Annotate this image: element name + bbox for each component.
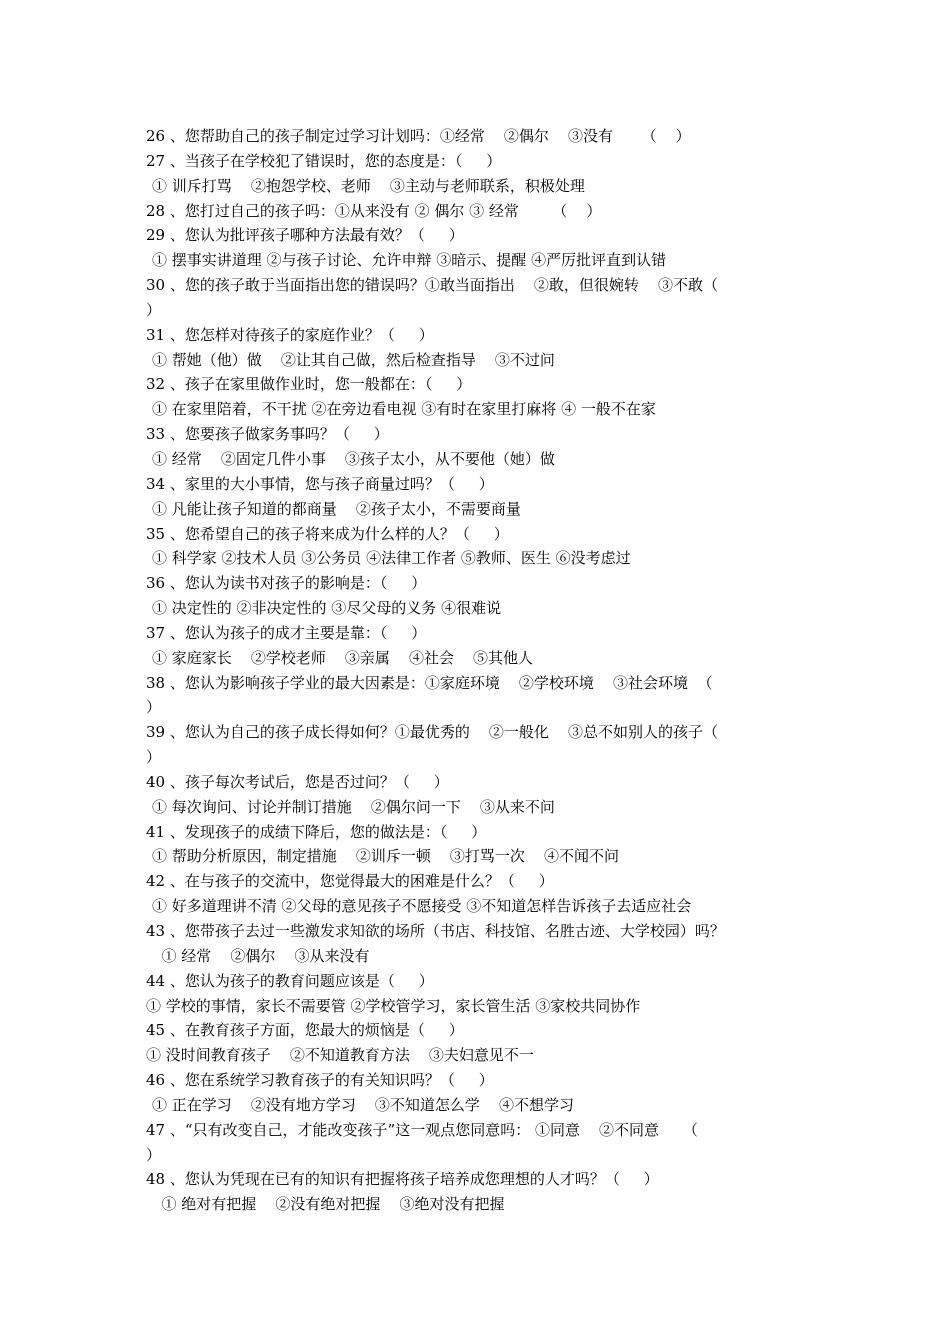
question-line: ① 没时间教育孩子 ②不知道教育方法 ③夫妇意见不一 — [146, 1046, 534, 1065]
question-line: ） — [146, 1145, 162, 1164]
answer-options-line: ① 帮助分析原因，制定措施 ②训斥一顿 ③打骂一次 ④不闻不问 — [152, 847, 619, 866]
question-line: 45 、在教育孩子方面，您最大的烦恼是（ ） — [146, 1021, 464, 1040]
question-line: ） — [146, 300, 162, 319]
question-line: 34 、家里的大小事情，您与孩子商量过吗？（ ） — [146, 474, 494, 493]
question-line: 36 、您认为读书对孩子的影响是：（ ） — [146, 574, 427, 593]
question-line: 48 、您认为凭现在已有的知识有把握将孩子培养成您理想的人才吗？（ ） — [146, 1170, 659, 1189]
answer-options-line: ① 经常 ②偶尔 ③从来没有 — [152, 946, 370, 965]
answer-options-line: ① 摆事实讲道理 ②与孩子讨论、允许申辩 ③暗示、提醒 ④严厉批评直到认错 — [152, 251, 667, 270]
question-line: ） — [146, 698, 162, 717]
question-line: ） — [146, 748, 162, 767]
question-line: 47 、“只有改变自己，才能改变孩子”这一观点您同意吗： ①同意 ②不同意 （ — [146, 1120, 698, 1139]
question-line: 30 、您的孩子敢于当面指出您的错误吗？①敢当面指出 ②敢，但很婉转 ③不敢（ — [146, 276, 719, 295]
answer-options-line: ① 科学家 ②技术人员 ③公务员 ④法律工作者 ⑤教师、医生 ⑥没考虑过 — [152, 549, 631, 568]
answer-options-line: ① 绝对有把握 ②没有绝对把握 ③绝对没有把握 — [152, 1195, 505, 1214]
answer-options-line: ① 决定性的 ②非决定性的 ③尽父母的义务 ④很难说 — [152, 599, 502, 618]
answer-options-line: ① 正在学习 ②没有地方学习 ③不知道怎么学 ④不想学习 — [152, 1095, 574, 1114]
answer-options-line: ① 家庭家长 ②学校老师 ③亲属 ④社会 ⑤其他人 — [152, 648, 534, 667]
question-line: 31 、您怎样对待孩子的家庭作业？（ ） — [146, 325, 434, 344]
answer-options-line: ① 凡能让孩子知道的都商量 ②孩子太小，不需要商量 — [152, 499, 521, 518]
answer-options-line: ① 训斥打骂 ②抱怨学校、老师 ③主动与老师联系，积极处理 — [152, 176, 585, 195]
answer-options-line: ① 每次询问、讨论并制订措施 ②偶尔问一下 ③从来不问 — [152, 797, 555, 816]
question-line: 35 、您希望自己的孩子将来成为什么样的人？（ ） — [146, 524, 509, 543]
question-line: 41 、发现孩子的成绩下降后，您的做法是：（ ） — [146, 822, 487, 841]
question-line: 46 、您在系统学习教育孩子的有关知识吗？（ ） — [146, 1071, 494, 1090]
question-line: 37 、您认为孩子的成才主要是靠：（ ） — [146, 623, 427, 642]
question-line: 42 、在与孩子的交流中，您觉得最大的困难是什么？（ ） — [146, 872, 554, 891]
question-line: 32 、孩子在家里做作业时，您一般都在：（ ） — [146, 375, 472, 394]
answer-options-line: ① 好多道理讲不清 ②父母的意见孩子不愿接受 ③不知道怎样告诉孩子去适应社会 — [152, 897, 692, 916]
question-line: ① 学校的事情，家长不需要管 ②学校管学习，家长管生活 ③家校共同协作 — [146, 996, 641, 1015]
question-line: 39 、您认为自己的孩子成长得如何？①最优秀的 ②一般化 ③总不如别人的孩子（ — [146, 723, 719, 742]
questionnaire-page — [146, 124, 814, 1217]
question-line: 40 、孩子每次考试后，您是否过问？（ ） — [146, 772, 449, 791]
answer-options-line: ① 在家里陪着，不干扰 ②在旁边看电视 ③有时在家里打麻将 ④ 一般不在家 — [152, 400, 656, 419]
answer-options-line: ① 帮她（他）做 ②让其自己做，然后检查指导 ③不过问 — [152, 350, 555, 369]
question-line: 29 、您认为批评孩子哪种方法最有效？（ ） — [146, 226, 464, 245]
question-line: 28 、您打过自己的孩子吗：①从来没有 ② 偶尔 ③ 经常 （ ） — [146, 201, 602, 220]
question-list — [146, 124, 814, 1217]
question-line: 43 、您带孩子去过一些激发求知欲的场所（书店、科技馆、名胜古迹、大学校园）吗？ — [146, 922, 725, 940]
question-line: 26 、您帮助自己的孩子制定过学习计划吗：①经常 ②偶尔 ③没有 （ ） — [146, 127, 691, 145]
question-line: 38 、您认为影响孩子学业的最大因素是：①家庭环境 ②学校环境 ③社会环境 （ — [146, 673, 713, 692]
answer-options-line: ① 经常 ②固定几件小事 ③孩子太小，从不要他（她）做 — [152, 449, 555, 468]
question-line: 33 、您要孩子做家务事吗？（ ） — [146, 425, 389, 444]
question-line: 27 、当孩子在学校犯了错误时，您的态度是：（ ） — [146, 151, 502, 170]
question-line: 44 、您认为孩子的教育问题应该是（ ） — [146, 971, 434, 990]
